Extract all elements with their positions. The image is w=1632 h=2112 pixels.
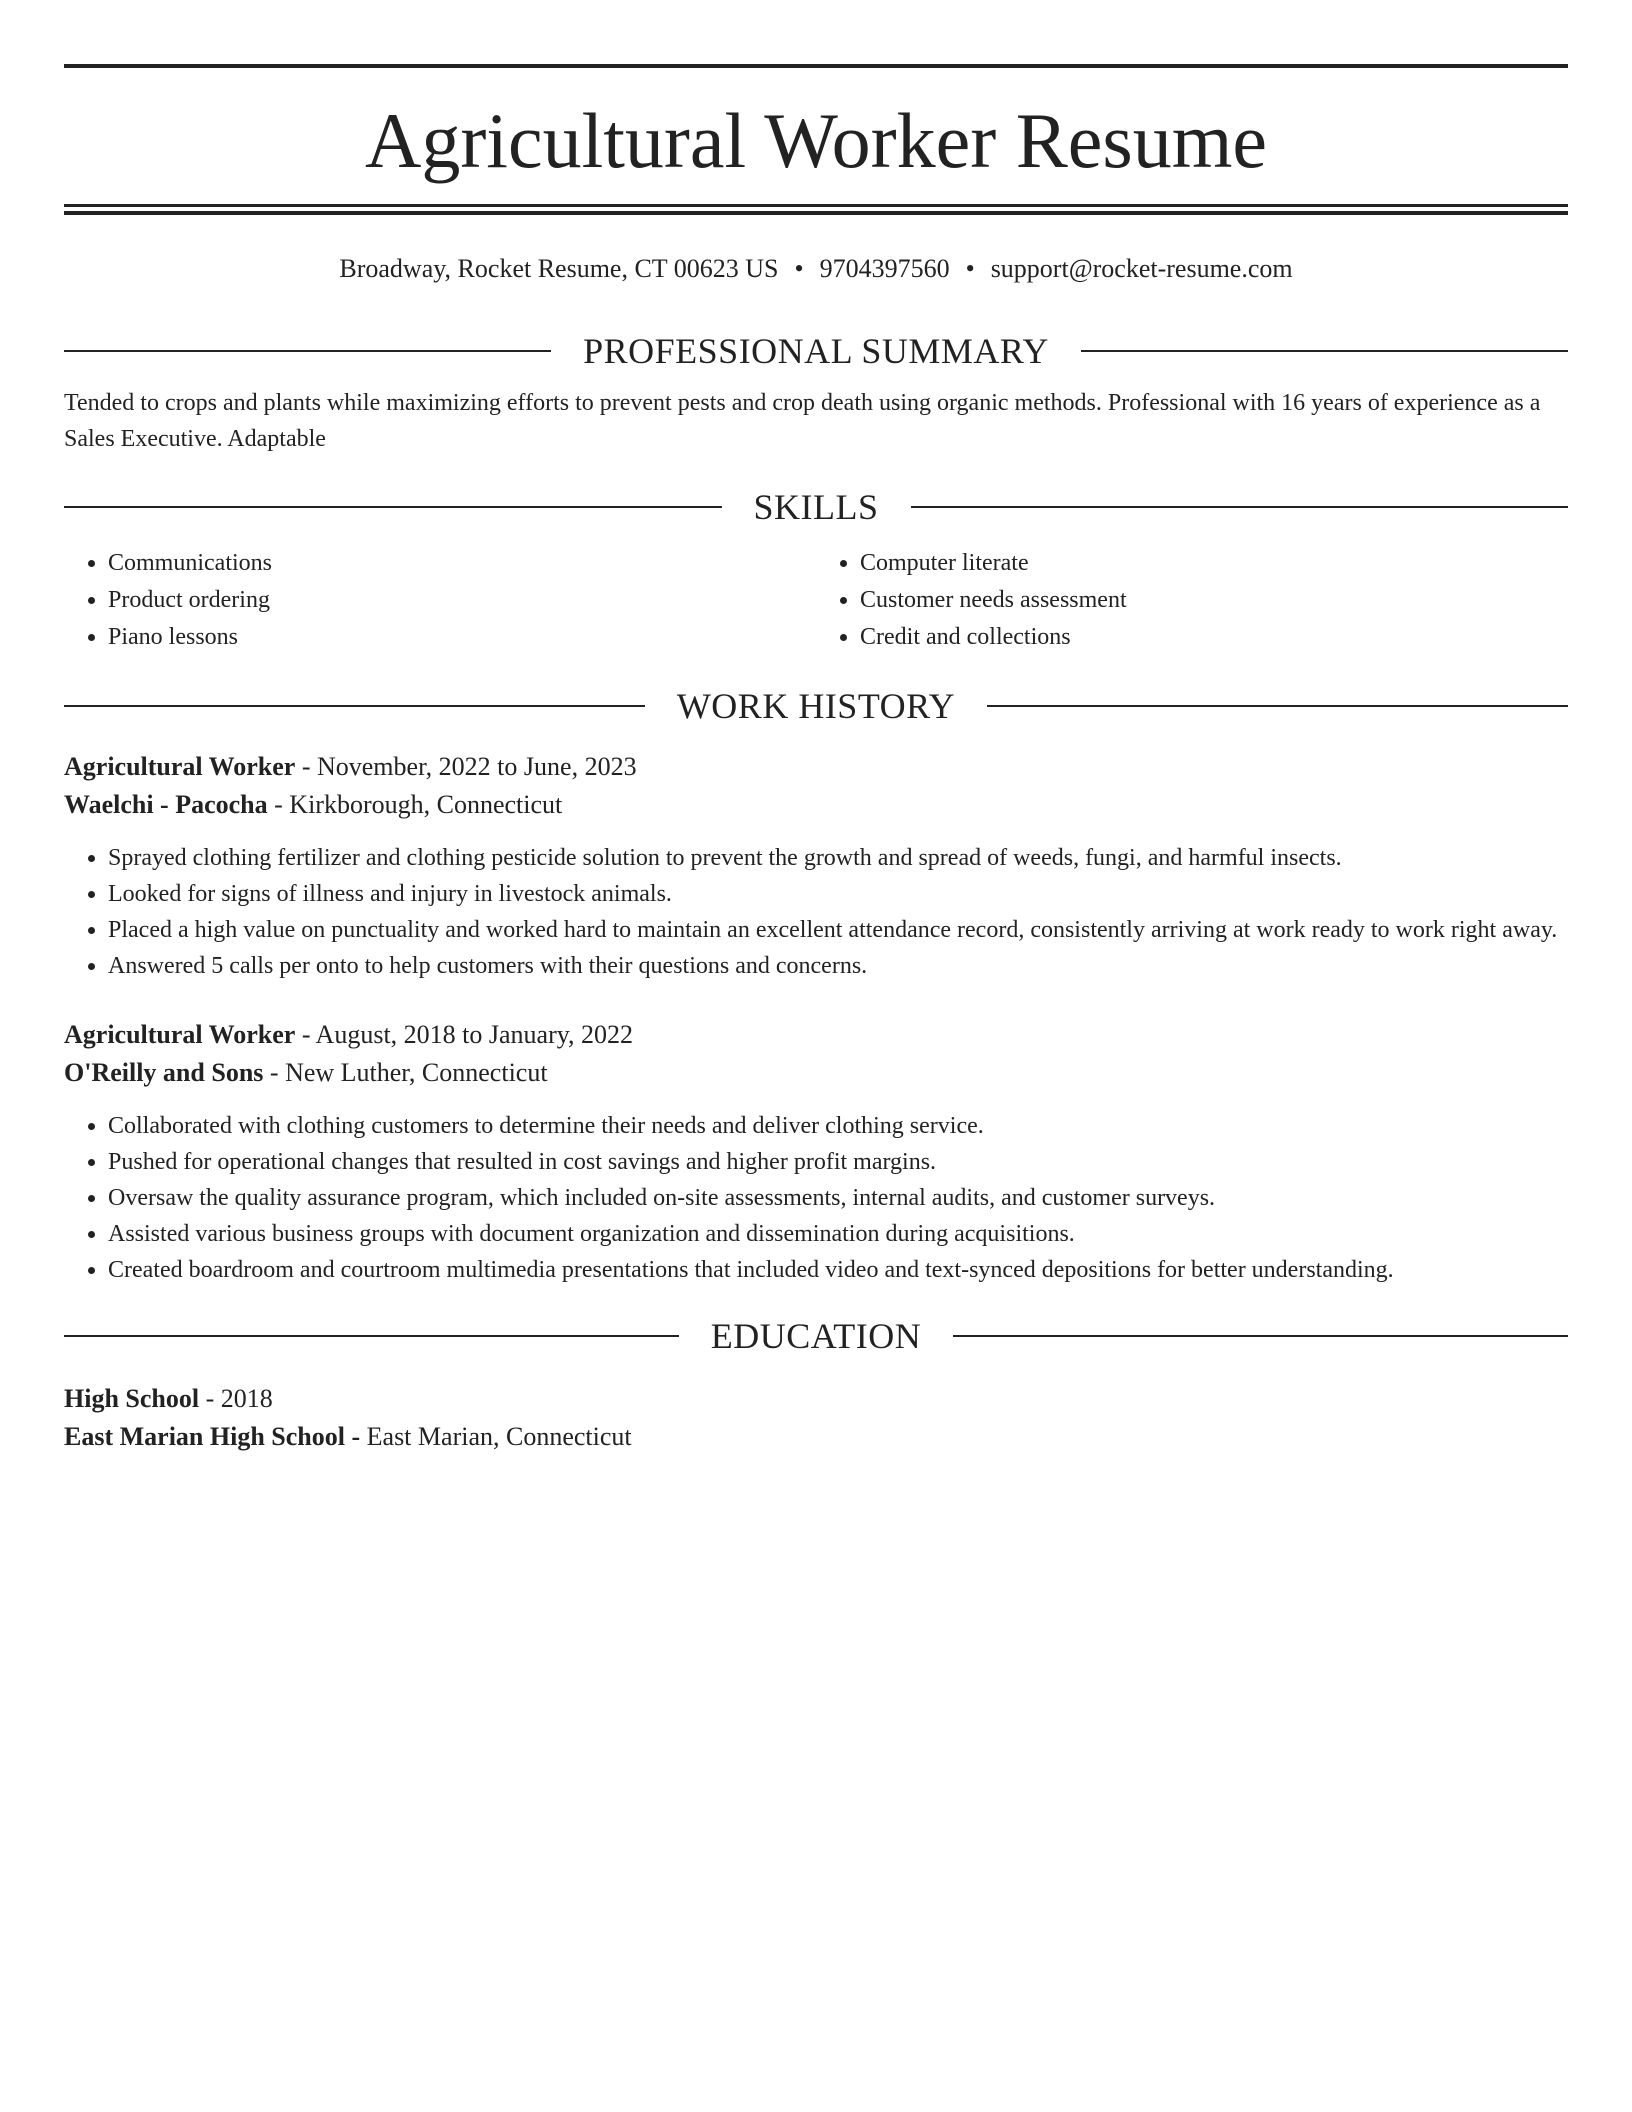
job-entry: [64, 1016, 1568, 1288]
job-bullet: • Looked for signs of illness and injury in livestock animals.: [108, 876, 1568, 912]
skills-column-left: [64, 545, 816, 656]
skills-list: [64, 545, 1568, 656]
contact-phone: 9704397560: [819, 254, 950, 283]
job-bullet: • Assisted various business groups with document organization and dissemination during acquisitions.: [108, 1216, 1568, 1252]
job-dates: - August, 2018 to January, 2022: [295, 1020, 634, 1049]
job-bullet: • Created boardroom and courtroom multimedia presentations that included video and text-synced depositions for better understanding.: [108, 1252, 1568, 1288]
education-degree: High School: [64, 1384, 200, 1413]
contact-separator: •: [794, 254, 804, 283]
skills-column-right: [816, 545, 1568, 656]
section-rule: [64, 705, 645, 707]
job-bullet: • Pushed for operational changes that resulted in cost savings and higher profit margins.: [108, 1144, 1568, 1180]
job-bullets: [64, 840, 1568, 984]
job-bullet: • Placed a high value on punctuality and worked hard to maintain an excellent attendance record, consistently arriving at work ready to work right away.: [108, 912, 1568, 948]
education-location: East Marian, Connecticut: [360, 1422, 632, 1451]
job-location: - New Luther, Connecticut: [263, 1058, 548, 1087]
job-company-line: [64, 786, 1568, 824]
education-school: East Marian High School -: [64, 1422, 361, 1451]
contact-line: [64, 249, 1568, 289]
section-rule: [64, 1335, 679, 1337]
job-title-line: [64, 748, 1568, 786]
section-rule: [64, 350, 551, 352]
section-rule: [64, 506, 722, 508]
section-rule: [911, 506, 1569, 508]
section-title-summary: PROFESSIONAL SUMMARY: [583, 331, 1049, 371]
resume-title: Agricultural Worker Resume: [364, 97, 1268, 184]
skill-item: • Piano lessons: [108, 619, 816, 656]
job-title-line: [64, 1016, 1568, 1054]
top-rule: [64, 64, 1568, 68]
skill-item: • Customer needs assessment: [860, 582, 1568, 619]
job-company: O'Reilly and Sons: [64, 1058, 264, 1087]
section-header-education: [64, 1314, 1568, 1358]
skill-item: • Communications: [108, 545, 816, 582]
education-school-line: [64, 1418, 1568, 1456]
skill-item: • Credit and collections: [860, 619, 1568, 656]
job-bullet: • Answered 5 calls per onto to help customers with their questions and concerns.: [108, 948, 1568, 984]
job-bullet: • Collaborated with clothing customers to determine their needs and deliver clothing service.: [108, 1108, 1568, 1144]
job-title: Agricultural Worker: [64, 752, 296, 781]
section-header-skills: [64, 485, 1568, 529]
skill-item: • Product ordering: [108, 582, 816, 619]
section-title-work: WORK HISTORY: [676, 686, 956, 726]
section-rule: [953, 1335, 1568, 1337]
job-entry: [64, 748, 1568, 984]
section-title-education: EDUCATION: [710, 1316, 922, 1356]
education-entry: [64, 1380, 1568, 1456]
skill-item: • Computer literate: [860, 545, 1568, 582]
section-title-skills: SKILLS: [753, 487, 879, 527]
summary-text: Tended to crops and plants while maximizing efforts to prevent pests and crop death using organic methods. Professional with 16 years of experience as a Sales Executive. Adaptable: [64, 390, 1541, 452]
section-rule: [1081, 350, 1568, 352]
section-header-summary: [64, 329, 1568, 373]
contact-separator: •: [965, 254, 975, 283]
section-header-work: [64, 684, 1568, 728]
job-bullets: [64, 1108, 1568, 1288]
job-company: Waelchi - Pacocha: [64, 790, 268, 819]
contact-email: support@rocket-resume.com: [990, 254, 1293, 283]
job-bullet: • Sprayed clothing fertilizer and clothing pesticide solution to prevent the growth and spread of weeds, fungi, and harmful insects.: [108, 840, 1568, 876]
education-year: - 2018: [199, 1384, 273, 1413]
education-degree-line: [64, 1380, 1568, 1418]
job-bullet: • Oversaw the quality assurance program, which included on-site assessments, internal audits, and customer surveys.: [108, 1180, 1568, 1216]
section-rule: [987, 705, 1568, 707]
resume-page: [64, 64, 1568, 1456]
job-company-line: [64, 1054, 1568, 1092]
title-double-rule: [64, 204, 1568, 215]
job-title: Agricultural Worker: [64, 1020, 296, 1049]
contact-address: Broadway, Rocket Resume, CT 00623 US: [339, 254, 779, 283]
job-dates: - November, 2022 to June, 2023: [295, 752, 637, 781]
job-location: - Kirkborough, Connecticut: [267, 790, 563, 819]
